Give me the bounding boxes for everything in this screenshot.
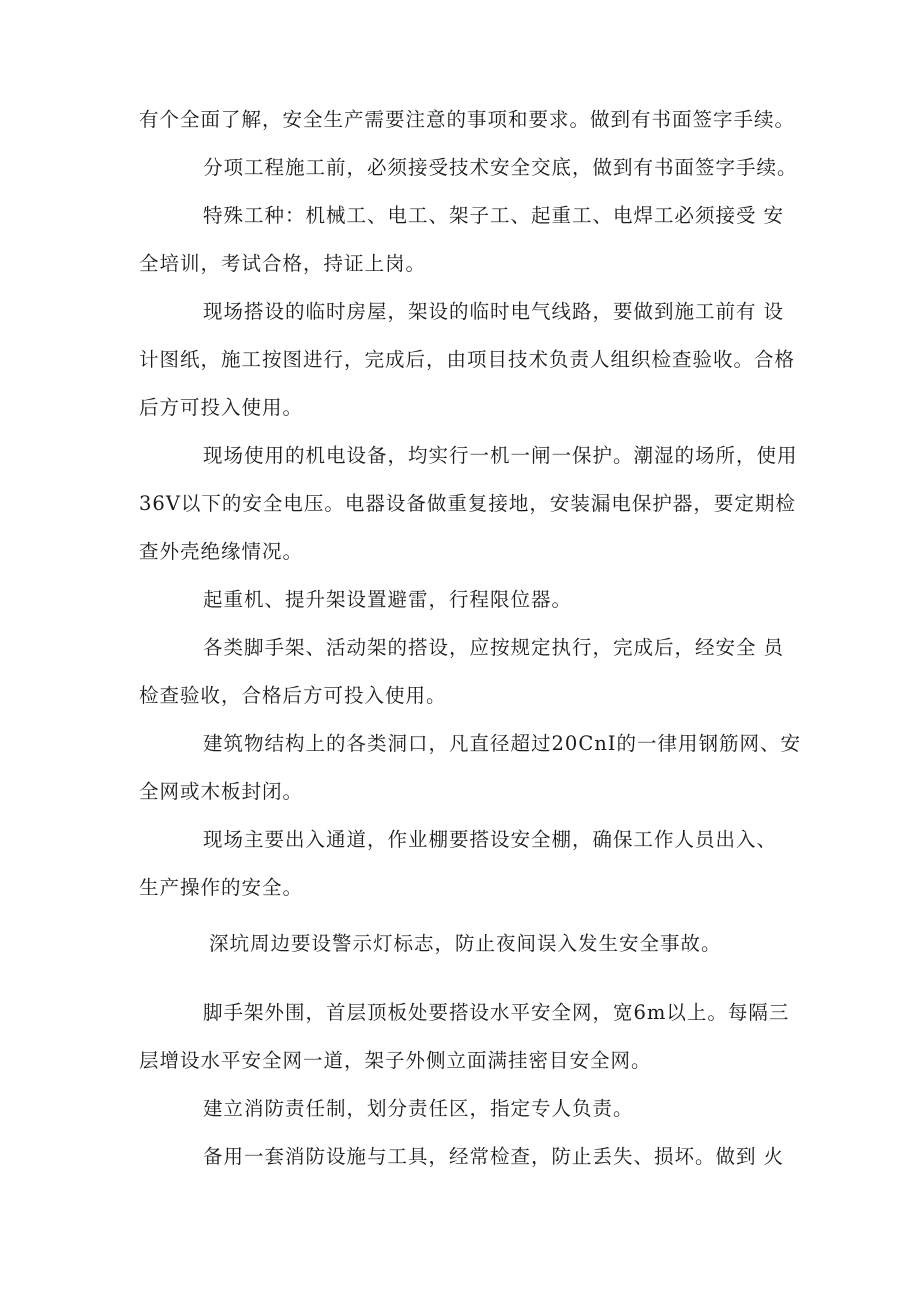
line-text: 查外壳绝缘情况。 [139, 540, 304, 563]
line-text-end: 合格 [754, 348, 796, 371]
paragraph-line [203, 1144, 784, 1170]
line-text-end: 隔三 [748, 1001, 790, 1024]
line-text: 备用一套消防设施与工具，经常检查，防止丢失、损坏。做到 [203, 1145, 757, 1168]
line-text: 生产操作的安全。 [139, 876, 304, 899]
paragraph-line [139, 347, 796, 373]
paragraph-line [203, 155, 798, 181]
paragraph-line [203, 1096, 784, 1122]
paragraph-line [139, 779, 784, 805]
paragraph-line [203, 587, 784, 613]
line-text-end: 安 [780, 732, 802, 755]
line-text: 各类脚手架、活动架的搭设，应按规定执行，完成后，经安全 [203, 636, 757, 659]
paragraph-line [139, 491, 796, 517]
line-text: 起重机、提升架设置避雷，行程限位器。 [203, 588, 573, 611]
line-text: 分项工程施工前，必须接受技术安全交底，做到有书面签字手 [203, 156, 757, 179]
line-text-end: 要定期检 [713, 492, 796, 515]
paragraph-line [139, 539, 784, 565]
line-text-end: 火 [763, 1145, 784, 1168]
paragraph-line [139, 875, 784, 901]
line-text-end: 安 [763, 204, 784, 227]
paragraph-line [209, 931, 790, 957]
paragraph-line [139, 107, 796, 133]
line-text: 特殊工种：机械工、电工、架子工、起重工、电焊工必须接受 [203, 204, 757, 227]
line-text: 现场主要出入通道，作业棚要搭设安全棚，确保工作人员出入、 [203, 828, 778, 851]
line-text: 现场使用的机电设备，均实行一机一闸一保护。潮湿的场所，使用 [203, 444, 798, 467]
paragraph-line [139, 251, 784, 277]
paragraph-line [203, 635, 784, 661]
line-text: 后方可投入使用。 [139, 396, 304, 419]
paragraph-line [139, 683, 784, 709]
paragraph-line [139, 1048, 784, 1074]
line-text-end: 续。 [754, 108, 796, 131]
line-text: 计图纸，施工按图进行，完成后，由项目技术负责人组织检查验收。 [139, 348, 755, 371]
line-text: 有个全面了解，安全生产需要注意的事项和要求。做到有书面签字手 [139, 108, 755, 131]
line-text: 深坑周边要设警示灯标志，防止夜间误入发生安全事故。 [209, 932, 722, 955]
paragraph-line [203, 827, 784, 853]
line-text: 全培训，考试合格，持证上岗。 [139, 252, 427, 275]
paragraph-line [203, 1000, 790, 1026]
paragraph-line [203, 299, 784, 325]
line-text: 层增设水平安全网一道，架子外侧立面满挂密目安全网。 [139, 1049, 652, 1072]
line-text-end: 设 [763, 300, 784, 323]
line-text-end: 续。 [756, 156, 798, 179]
line-text: 建筑物结构上的各类洞口，凡直径超过20CnI的一律用钢筋网、 [203, 732, 781, 755]
line-text-end: 员 [763, 636, 784, 659]
line-text: 建立消防责任制，划分责任区，指定专人负责。 [203, 1097, 634, 1120]
line-text: 检查验收，合格后方可投入使用。 [139, 684, 447, 707]
line-text: 现场搭设的临时房屋，架设的临时电气线路，要做到施工前有 [203, 300, 757, 323]
paragraph-line [203, 443, 798, 469]
line-text: 脚手架外围，首层顶板处要搭设水平安全网，宽6m以上。每 [203, 1001, 749, 1024]
line-text: 全网或木板封闭。 [139, 780, 304, 803]
paragraph-line [139, 395, 784, 421]
line-text: 36V以下的安全电压。电器设备做重复接地，安装漏电保护器， [139, 492, 714, 515]
paragraph-line [203, 731, 802, 757]
paragraph-line [203, 203, 784, 229]
